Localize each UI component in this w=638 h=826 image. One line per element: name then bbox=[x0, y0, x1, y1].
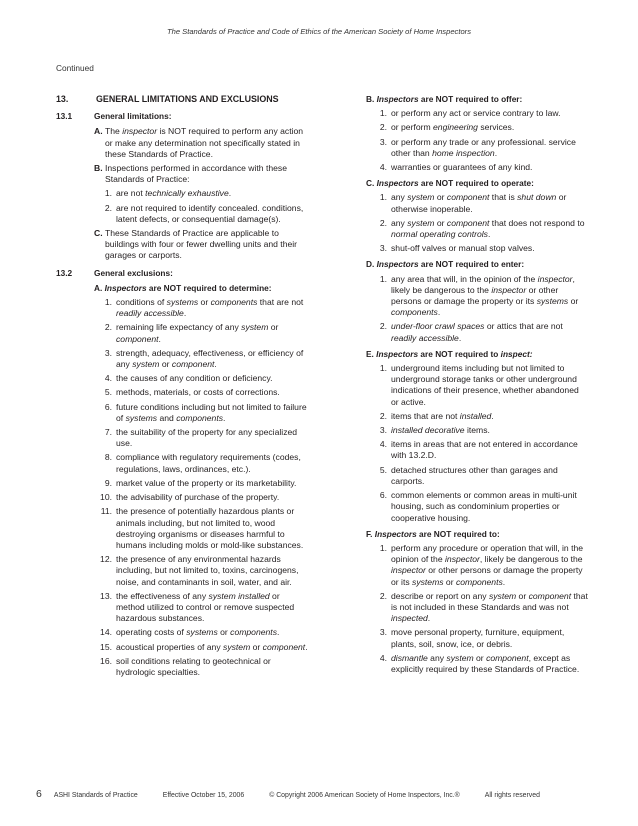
list-item bbox=[374, 137, 588, 159]
item-number: 5. bbox=[104, 387, 112, 398]
item-text: are not required to identify concealed. conditions, latent defects, or consequential damage(s). bbox=[116, 202, 304, 224]
group-heading: B. Inspectors are NOT required to offer: bbox=[366, 94, 523, 104]
section-number: 13. bbox=[56, 94, 69, 104]
item-number: 12. bbox=[100, 554, 112, 565]
subsection-title: General limitations: bbox=[94, 111, 172, 122]
item-text: perform any procedure or operation that will, in the opinion of the inspector, likely be dangerous to the inspector or other persons or damage the property or its systems or components. bbox=[391, 542, 584, 587]
paragraph-letter: B. bbox=[94, 163, 103, 174]
subsection-number: 13.1 bbox=[56, 111, 73, 122]
item-text: items that are not installed. bbox=[391, 410, 494, 421]
item-number: 2. bbox=[104, 202, 112, 213]
footer-publication: ASHI Standards of Practice bbox=[53, 792, 138, 799]
item-number: 6. bbox=[379, 490, 387, 501]
item-number: 4. bbox=[379, 652, 387, 663]
paragraph-b-items bbox=[56, 188, 308, 225]
list-item bbox=[374, 425, 588, 436]
list-item bbox=[96, 506, 308, 551]
item-text: the advisability of purchase of the property. bbox=[116, 492, 280, 503]
item-text: future conditions including but not limited to failure of systems and components. bbox=[116, 401, 307, 423]
item-text: soil conditions relating to geotechnical or hydrologic specialties. bbox=[116, 655, 271, 677]
list-item bbox=[374, 192, 588, 214]
item-text: are not technically exhaustive. bbox=[116, 188, 232, 199]
group-heading: C. Inspectors are NOT required to operate: bbox=[366, 178, 534, 189]
item-number: 3. bbox=[379, 243, 387, 254]
item-text: detached structures other than garages and carports. bbox=[391, 464, 558, 486]
list-item bbox=[96, 642, 308, 653]
list-item bbox=[374, 218, 588, 240]
item-text: installed decorative items. bbox=[391, 425, 490, 436]
item-number: 14. bbox=[100, 627, 112, 638]
subsection-title: General exclusions: bbox=[94, 267, 173, 278]
right-column bbox=[366, 94, 588, 678]
list-item bbox=[96, 387, 308, 398]
item-text: dismantle any system or component, except as explicitly required by these Standards of Practice. bbox=[391, 652, 580, 674]
item-number: 1. bbox=[104, 188, 112, 199]
item-number: 5. bbox=[379, 464, 387, 475]
paragraph-b bbox=[94, 163, 308, 185]
item-number: 2. bbox=[379, 217, 387, 228]
list-item bbox=[374, 465, 588, 487]
list-item bbox=[374, 439, 588, 461]
footer-rights: All rights reserved bbox=[484, 792, 540, 799]
item-number: 1. bbox=[379, 192, 387, 203]
paragraph-letter: A. bbox=[94, 126, 103, 137]
item-text: common elements or common areas in multi-unit housing, such as condominium properties or cooperative housing. bbox=[391, 490, 577, 523]
item-text: strength, adequacy, effectiveness, or efficiency of any system or component. bbox=[116, 347, 304, 370]
list-item bbox=[96, 591, 308, 625]
item-number: 1. bbox=[104, 297, 112, 308]
paragraph-a bbox=[94, 126, 308, 160]
item-text: the causes of any condition or deficiency. bbox=[116, 373, 273, 384]
left-column bbox=[56, 94, 308, 681]
item-number: 8. bbox=[104, 452, 112, 463]
list-item bbox=[374, 363, 588, 408]
paragraph-text: Inspections performed in accordance with these Standards of Practice: bbox=[105, 163, 288, 185]
item-number: 3. bbox=[104, 347, 112, 358]
item-number: 15. bbox=[100, 641, 112, 652]
item-number: 4. bbox=[379, 162, 387, 173]
list-item bbox=[96, 427, 308, 449]
item-text: or perform any act or service contrary to law. bbox=[391, 108, 561, 119]
list-item bbox=[374, 243, 588, 254]
item-text: remaining life expectancy of any system or component. bbox=[116, 322, 279, 344]
subsection-number: 13.2 bbox=[56, 267, 73, 278]
item-number: 2. bbox=[104, 322, 112, 333]
list-item bbox=[96, 478, 308, 489]
item-text: under-floor crawl spaces or attics that are not readily accessible. bbox=[391, 321, 563, 343]
footer-copyright: © Copyright 2006 American Society of Home Inspectors, Inc.® bbox=[269, 792, 460, 799]
item-number: 3. bbox=[379, 425, 387, 436]
list-item bbox=[96, 402, 308, 424]
list-item bbox=[374, 490, 588, 524]
list-item bbox=[374, 653, 588, 675]
paragraph-text: The inspector is NOT required to perform any action or make any determination not specifically stated in these Standards of Practice. bbox=[105, 126, 304, 159]
page-number: 6 bbox=[36, 788, 42, 800]
item-text: or perform engineering services. bbox=[391, 122, 515, 133]
list-item bbox=[102, 203, 308, 225]
item-number: 6. bbox=[104, 401, 112, 412]
item-number: 1. bbox=[379, 363, 387, 374]
item-text: acoustical properties of any system or component. bbox=[116, 641, 308, 652]
item-number: 4. bbox=[379, 439, 387, 450]
item-text: describe or report on any system or component that is not included in these Standards and was not inspected. bbox=[391, 590, 588, 624]
list-item bbox=[374, 411, 588, 422]
item-number: 10. bbox=[100, 492, 112, 503]
item-number: 1. bbox=[379, 273, 387, 284]
list-item bbox=[374, 321, 588, 343]
group-heading-a: A. Inspectors are NOT required to determine: bbox=[94, 282, 272, 293]
item-text: underground items including but not limited to underground storage tanks or other underground indications of their presence, whether abandoned or active. bbox=[391, 363, 579, 407]
item-number: 2. bbox=[379, 122, 387, 133]
list-item bbox=[96, 656, 308, 678]
list-item bbox=[374, 627, 588, 649]
item-text: methods, materials, or costs of corrections. bbox=[116, 387, 280, 398]
list-item bbox=[102, 188, 308, 199]
item-number: 11. bbox=[100, 506, 112, 517]
item-number: 13. bbox=[100, 590, 112, 601]
list-item bbox=[96, 373, 308, 384]
item-text: warranties or guarantees of any kind. bbox=[391, 162, 533, 173]
item-text: any system or component that does not respond to normal operating controls. bbox=[391, 217, 585, 240]
list-item bbox=[96, 322, 308, 344]
item-number: 2. bbox=[379, 410, 387, 421]
list-item bbox=[96, 452, 308, 474]
item-number: 4. bbox=[104, 373, 112, 384]
paragraph-c bbox=[94, 228, 308, 262]
item-number: 2. bbox=[379, 590, 387, 601]
item-number: 9. bbox=[104, 477, 112, 488]
list-item bbox=[96, 627, 308, 638]
item-text: shut-off valves or manual stop valves. bbox=[391, 243, 535, 254]
item-text: any system or component that is shut down or otherwise inoperable. bbox=[391, 192, 567, 214]
item-number: 3. bbox=[379, 136, 387, 147]
subsection-heading-13-1 bbox=[56, 111, 308, 122]
item-number: 3. bbox=[379, 627, 387, 638]
item-text: the suitability of the property for any specialized use. bbox=[116, 427, 298, 449]
list-item bbox=[374, 108, 588, 119]
continued-label: Continued bbox=[56, 63, 94, 73]
group-heading: D. Inspectors are NOT required to enter: bbox=[366, 259, 525, 270]
page-footer bbox=[36, 788, 596, 800]
item-text: move personal property, furniture, equipment, plants, soil, snow, ice, or debris. bbox=[391, 627, 565, 649]
item-text: the presence of potentially hazardous plants or animals including, but not limited to, wood destroying organisms or diseases harmful to humans including molds or mold-like substances. bbox=[116, 506, 304, 550]
item-text: compliance with regulatory requirements (codes, regulations, laws, ordinances, etc.). bbox=[116, 452, 301, 474]
group-heading: E. Inspectors are NOT required to inspect: bbox=[366, 348, 533, 359]
item-number: 1. bbox=[379, 542, 387, 553]
item-text: operating costs of systems or components. bbox=[116, 627, 280, 638]
footer-effective-date: Effective October 15, 2006 bbox=[162, 792, 245, 799]
group-heading: F. Inspectors are NOT required to: bbox=[366, 528, 500, 539]
item-number: 1. bbox=[379, 108, 387, 119]
list-item bbox=[374, 591, 588, 625]
subsection-heading-13-2 bbox=[56, 268, 308, 279]
exclusions-a-list bbox=[56, 297, 308, 678]
item-text: any area that will, in the opinion of the inspector, likely be dangerous to the inspector or other persons or damage the property or its systems or components. bbox=[391, 273, 579, 318]
section-heading bbox=[56, 94, 308, 105]
item-text: the presence of any environmental hazards including, but not limited to, toxins, carcinogens, noise, and contaminants in soil, water, and air. bbox=[116, 554, 299, 587]
item-number: 7. bbox=[104, 427, 112, 438]
list-item bbox=[96, 492, 308, 503]
list-item bbox=[374, 274, 588, 319]
item-number: 16. bbox=[100, 655, 112, 666]
section-title: GENERAL LIMITATIONS AND EXCLUSIONS bbox=[96, 94, 279, 104]
list-item bbox=[374, 543, 588, 588]
paragraph-text: These Standards of Practice are applicable to buildings with four or fewer dwelling units and their garages or carports. bbox=[105, 228, 298, 261]
list-item bbox=[96, 297, 308, 319]
list-item bbox=[374, 122, 588, 133]
list-item bbox=[96, 348, 308, 370]
list-item bbox=[374, 162, 588, 173]
running-header: The Standards of Practice and Code of Ethics of the American Society of Home Inspectors bbox=[166, 27, 472, 36]
item-text: market value of the property or its marketability. bbox=[116, 477, 297, 488]
item-text: the effectiveness of any system installed or method utilized to control or remove suspected hazardous substances. bbox=[116, 590, 295, 624]
item-text: or perform any trade or any professional. service other than home inspection. bbox=[391, 136, 576, 158]
item-text: conditions of systems or components that are not readily accessible. bbox=[116, 297, 304, 319]
paragraph-letter: C. bbox=[94, 228, 103, 239]
item-number: 2. bbox=[379, 321, 387, 332]
list-item bbox=[96, 554, 308, 588]
item-text: items in areas that are not entered in accordance with 13.2.D. bbox=[391, 439, 578, 461]
